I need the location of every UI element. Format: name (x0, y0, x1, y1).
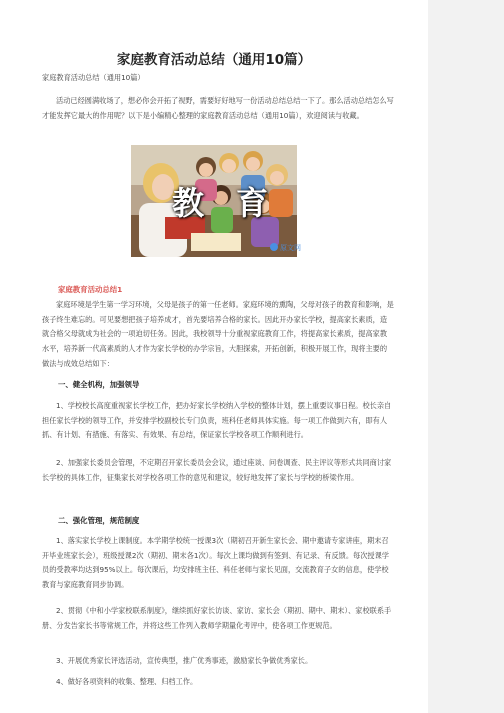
education-photo (131, 145, 301, 257)
section1-subheading-2: 二、强化管理，规范制度 (58, 516, 140, 525)
section1-item-3: 1、落实家长学校上课制度。本学期学校统一授课3次（期初召开新生家长会、期中邀请专家讲座，期末召开毕业班家长会），班级授课2次（期初、期末各1次）。每次上课均做到有签到、有记录、有反馈。每次授课学员的受教率均达到95%以上。每次课后，均安排班主任、科任老师与家长见面，交流教育子女的信息，使学校教育与家庭教育同步协调。 (42, 536, 389, 590)
document-title: 家庭教育活动总结（通用10篇） (116, 52, 312, 68)
classroom-illustration (131, 145, 301, 257)
document-subtitle: 家庭教育活动总结（通用10篇） (42, 73, 145, 82)
intro-paragraph: 活动已经圆满收场了，想必你会开拓了视野，需要好好地写一份活动总结总结一下了。那么活动总结怎么写才能发挥它最大的作用呢？以下是小编精心整理的家庭教育活动总结（通用10篇），欢迎阅读与收藏。 (42, 96, 394, 120)
section1-paragraph: 家庭环境是学生第一学习环境，父母是孩子的第一任老师。家庭环境的熏陶，父母对孩子的教育和影响，是孩子终生难忘的。可见要想把孩子培养成才，首先要培养合格的家长。因此开办家长学校，提高家长素质，造就合格父母就成为社会的一项迫切任务。因此，我校领导十分重视家庭教育工作，将提高家长素质，提高家教水平，培养新一代高素质的人才作为家长学校的办学宗旨，大胆探索，开拓创新，积极开展工作，现将主要的做法与成效总结如下： (42, 300, 394, 368)
section1-item-2: 2、加强家长委员会管理，不定期召开家长委员会会议，通过座谈、问卷调查、民主评议等形式共同商讨家长学校的具体工作，征集家长对学校各项工作的意见和建议，较好地发挥了家长与学校的桥梁作用。 (42, 458, 392, 482)
section1-item-4: 2、贯彻《中和小学家校联系制度》，继续抓好家长访谈、家访、家长会（期初、期中、期末）、家校联系手册、分发告家长书等常规工作，并将这些工作列入教师学期量化考评中，使各项工作更规范。 (42, 606, 392, 630)
watermark-text: 原文网 (280, 244, 301, 252)
section1-subheading-1: 一、健全机构，加强领导 (58, 380, 140, 389)
image-overlay-text-2: 育 (236, 184, 271, 222)
section1-item-1: 1、学校校长高度重视家长学校工作，把办好家长学校纳入学校的整体计划，摆上重要议事日程。校长亲自担任家长学校的领导工作，并安排学校副校长专门负责，班科任老师具体实施。每一项工作做到六有，即有人抓、有计划、有措施、有落实、有效果、有总结，保证家长学校各项工作顺利进行。 (42, 401, 392, 440)
section1-item-5: 3、开展优秀家长评选活动，宣传典型，推广优秀事迹，激励家长争做优秀家长。 (56, 656, 313, 665)
right-sidebar (428, 0, 504, 713)
section1-heading: 家庭教育活动总结1 (58, 285, 123, 294)
image-overlay-text-1: 教 (172, 184, 207, 222)
section1-item-6: 4、做好各项资料的收集、整理、归档工作。 (56, 677, 198, 686)
